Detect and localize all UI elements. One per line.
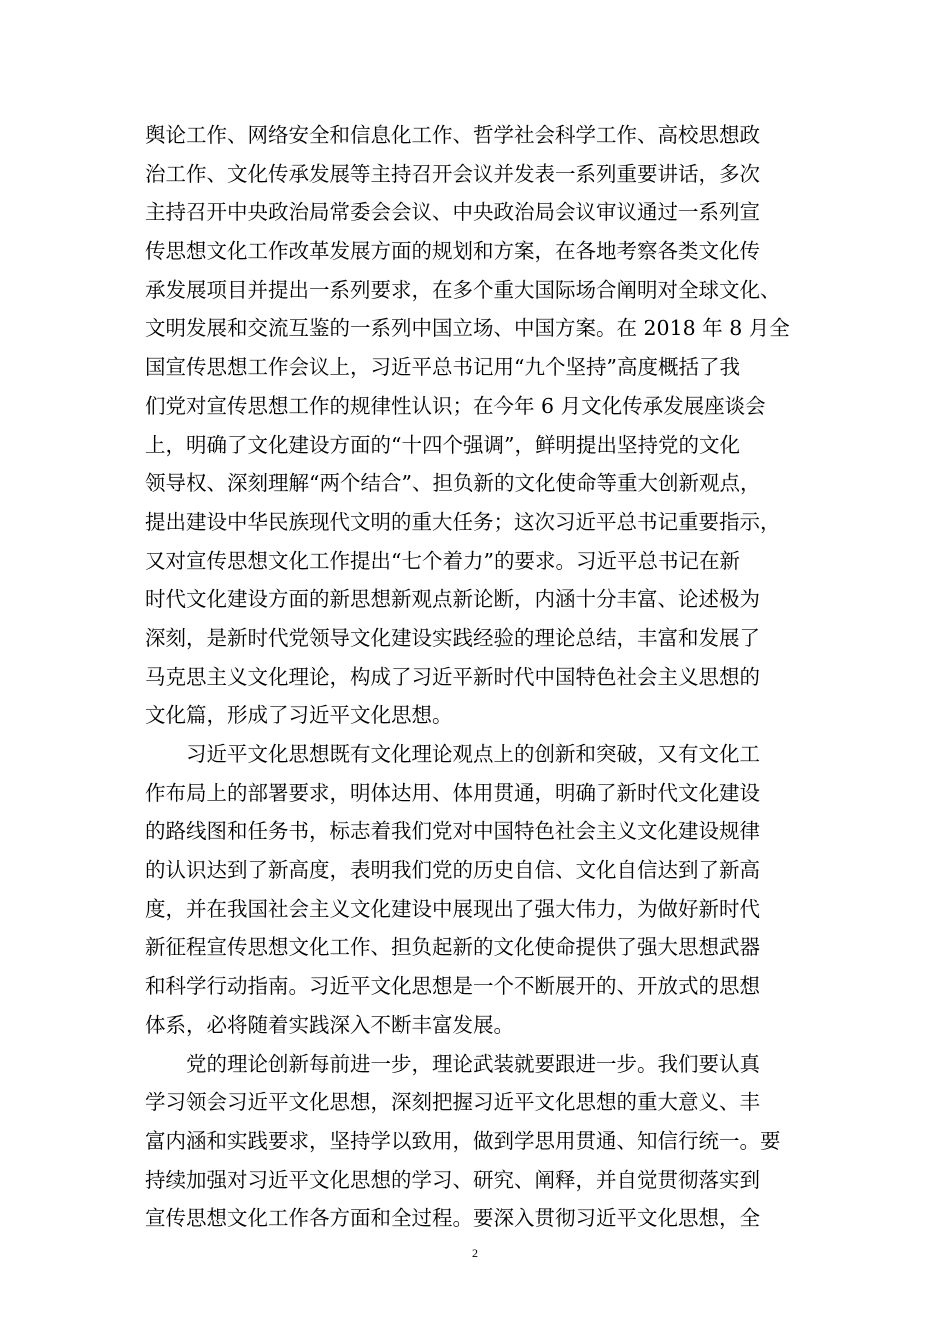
text-line: 持续加强对习近平文化思想的学习、研究、阐释，并自觉贯彻落实到 xyxy=(145,1167,760,1192)
text-line: 马克思主义文化理论，构成了习近平新时代中国特色社会主义思想的 xyxy=(145,664,760,689)
text-line: 提出建设中华民族现代文明的重大任务；这次习近平总书记重要指示， xyxy=(145,509,781,534)
text-line: 作布局上的部署要求，明体达用、体用贯通，明确了新时代文化建设 xyxy=(145,780,760,805)
text-line: 文明发展和交流互鉴的一系列中国立场、中国方案。在 2018 年 8 月全 xyxy=(145,316,790,341)
page-number: 2 xyxy=(472,1246,478,1260)
text-line: 治工作、文化传承发展等主持召开会议并发表一系列重要讲话，多次 xyxy=(145,161,760,186)
text-line: 度，并在我国社会主义文化建设中展现出了强大伟力，为做好新时代 xyxy=(145,896,760,921)
body-text xyxy=(145,116,807,1238)
text-line: 宣传思想文化工作各方面和全过程。要深入贯彻习近平文化思想，全 xyxy=(145,1206,760,1231)
text-line: 富内涵和实践要求，坚持学以致用，做到学思用贯通、知信行统一。要 xyxy=(145,1128,781,1153)
text-line: 习近平文化思想既有文化理论观点上的创新和突破，又有文化工 xyxy=(145,742,760,766)
text-line: 主持召开中央政治局常委会会议、中央政治局会议审议通过一系列宣 xyxy=(145,200,760,225)
text-line: 承发展项目并提出一系列要求，在多个重大国际场合阐明对全球文化、 xyxy=(145,277,781,302)
text-line: 国宣传思想工作会议上，习近平总书记用“九个坚持”高度概括了我 xyxy=(145,355,740,380)
text-line: 文化篇，形成了习近平文化思想。 xyxy=(145,703,453,728)
text-line: 的路线图和任务书，标志着我们党对中国特色社会主义文化建设规律 xyxy=(145,819,760,844)
text-line: 传思想文化工作改革发展方面的规划和方案，在各地考察各类文化传 xyxy=(145,239,760,264)
text-line: 舆论工作、网络安全和信息化工作、哲学社会科学工作、高校思想政 xyxy=(145,123,760,147)
text-line: 上，明确了文化建设方面的“十四个强调”，鲜明提出坚持党的文化 xyxy=(145,432,740,457)
text-line: 深刻，是新时代党领导文化建设实践经验的理论总结，丰富和发展了 xyxy=(145,625,760,650)
text-line: 学习领会习近平文化思想，深刻把握习近平文化思想的重大意义、丰 xyxy=(145,1090,760,1115)
text-line: 新征程宣传思想文化工作、担负起新的文化使命提供了强大思想武器 xyxy=(145,935,760,960)
text-line: 党的理论创新每前进一步，理论武装就要跟进一步。我们要认真 xyxy=(145,1051,760,1076)
text-line: 和科学行动指南。习近平文化思想是一个不断展开的、开放式的思想 xyxy=(145,974,760,999)
text-line: 的认识达到了新高度，表明我们党的历史自信、文化自信达到了新高 xyxy=(145,858,760,883)
text-line: 领导权、深刻理解“两个结合”、担负新的文化使命等重大创新观点， xyxy=(145,471,761,496)
text-line: 时代文化建设方面的新思想新观点新论断，内涵十分丰富、论述极为 xyxy=(145,587,760,612)
text-line: 体系，必将随着实践深入不断丰富发展。 xyxy=(145,1012,514,1037)
text-line: 又对宣传思想文化工作提出“七个着力”的要求。习近平总书记在新 xyxy=(145,548,740,573)
text-line: 们党对宣传思想工作的规律性认识；在今年 6 月文化传承发展座谈会 xyxy=(145,393,766,418)
